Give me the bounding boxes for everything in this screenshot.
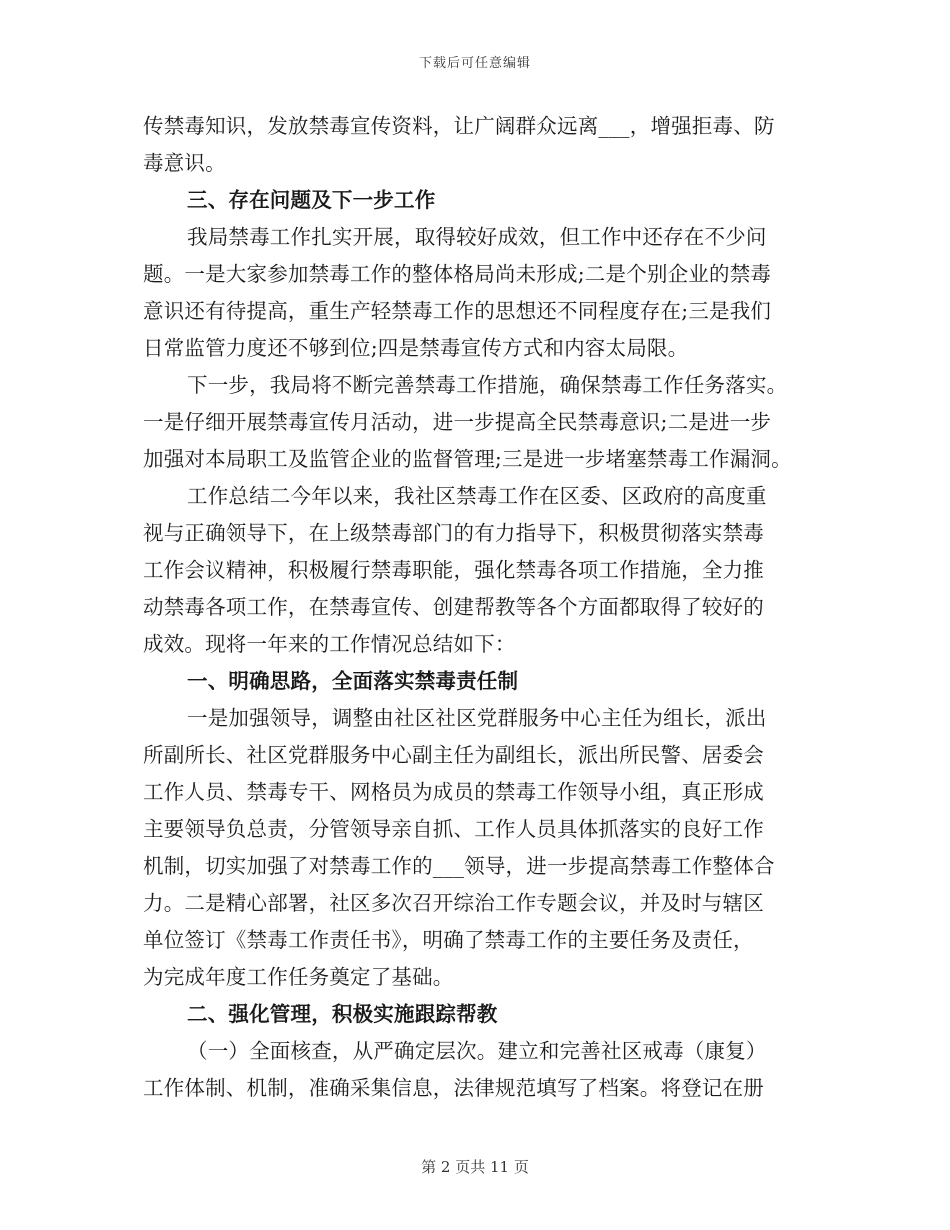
paragraph-line: 力。二是精心部署，社区多次召开综治工作专题会议，并及时与辖区 — [143, 891, 764, 915]
paragraph-line: 题。一是大家参加禁毒工作的整体格局尚未形成;二是个别企业的禁毒 — [143, 262, 772, 286]
paragraph-line: 工作会议精神，积极履行禁毒职能，强化禁毒各项工作措施，全力推 — [143, 558, 764, 582]
paragraph-line: （一）全面核查，从严确定层次。建立和完善社区戒毒（康复） — [187, 1039, 767, 1063]
paragraph-line: 一是加强领导，调整由社区社区党群服务中心主任为组长，派出 — [187, 706, 767, 730]
paragraph-line: 成效。现将一年来的工作情况总结如下： — [143, 632, 516, 656]
paragraph-line: 动禁毒各项工作，在禁毒宣传、创建帮教等各个方面都取得了较好的 — [143, 595, 764, 619]
paragraph-line: 我局禁毒工作扎实开展，取得较好成效，但工作中还存在不少问 — [187, 225, 767, 249]
document-body — [143, 108, 807, 1107]
paragraph-line: 为完成年度工作任务奠定了基础。 — [143, 965, 454, 989]
section-heading: 三、存在问题及下一步工作 — [187, 188, 436, 212]
paragraph-line: 传禁毒知识，发放禁毒宣传资料，让广阔群众远离___，增强拒毒、防 — [143, 114, 775, 138]
paragraph-line: 工作总结二今年以来，我社区禁毒工作在区委、区政府的高度重 — [187, 484, 767, 508]
paragraph-line: 工作人员、禁毒专干、网格员为成员的禁毒工作领导小组，真正形成 — [143, 780, 764, 804]
paragraph-line: 机制，切实加强了对禁毒工作的___领导，进一步提高禁毒工作整体合 — [143, 854, 775, 878]
paragraph-line: 加强对本局职工及监管企业的监督管理;三是进一步堵塞禁毒工作漏洞。 — [143, 447, 792, 471]
paragraph-line: 下一步，我局将不断完善禁毒工作措施，确保禁毒工作任务落实。 — [187, 373, 788, 397]
section-heading: 二、强化管理，积极实施跟踪帮教 — [187, 1002, 498, 1026]
section-heading: 一、明确思路，全面落实禁毒责任制 — [187, 669, 519, 693]
paragraph-line: 日常监管力度还不够到位;四是禁毒宣传方式和内容太局限。 — [143, 336, 689, 360]
page-header: 下载后可任意编辑 — [418, 56, 531, 71]
paragraph-line: 单位签订《禁毒工作责任书》，明确了禁毒工作的主要任务及责任， — [143, 928, 754, 952]
paragraph-line: 工作体制、机制，准确采集信息，法律规范填写了档案。将登记在册 — [143, 1076, 764, 1100]
paragraph-line: 视与正确领导下，在上级禁毒部门的有力指导下，积极贯彻落实禁毒 — [143, 521, 764, 545]
paragraph-line: 主要领导负总责，分管领导亲自抓、工作人员具体抓落实的良好工作 — [143, 817, 764, 841]
page-footer: 第 2 页共 11 页 — [421, 1158, 529, 1176]
paragraph-line: 所副所长、社区党群服务中心副主任为副组长，派出所民警、居委会 — [143, 743, 764, 767]
paragraph-line: 意识还有待提高，重生产轻禁毒工作的思想还不同程度存在;三是我们 — [143, 299, 772, 323]
paragraph-line: 一是仔细开展禁毒宣传月活动，进一步提高全民禁毒意识;二是进一步 — [143, 410, 772, 434]
paragraph-line: 毒意识。 — [143, 151, 226, 175]
